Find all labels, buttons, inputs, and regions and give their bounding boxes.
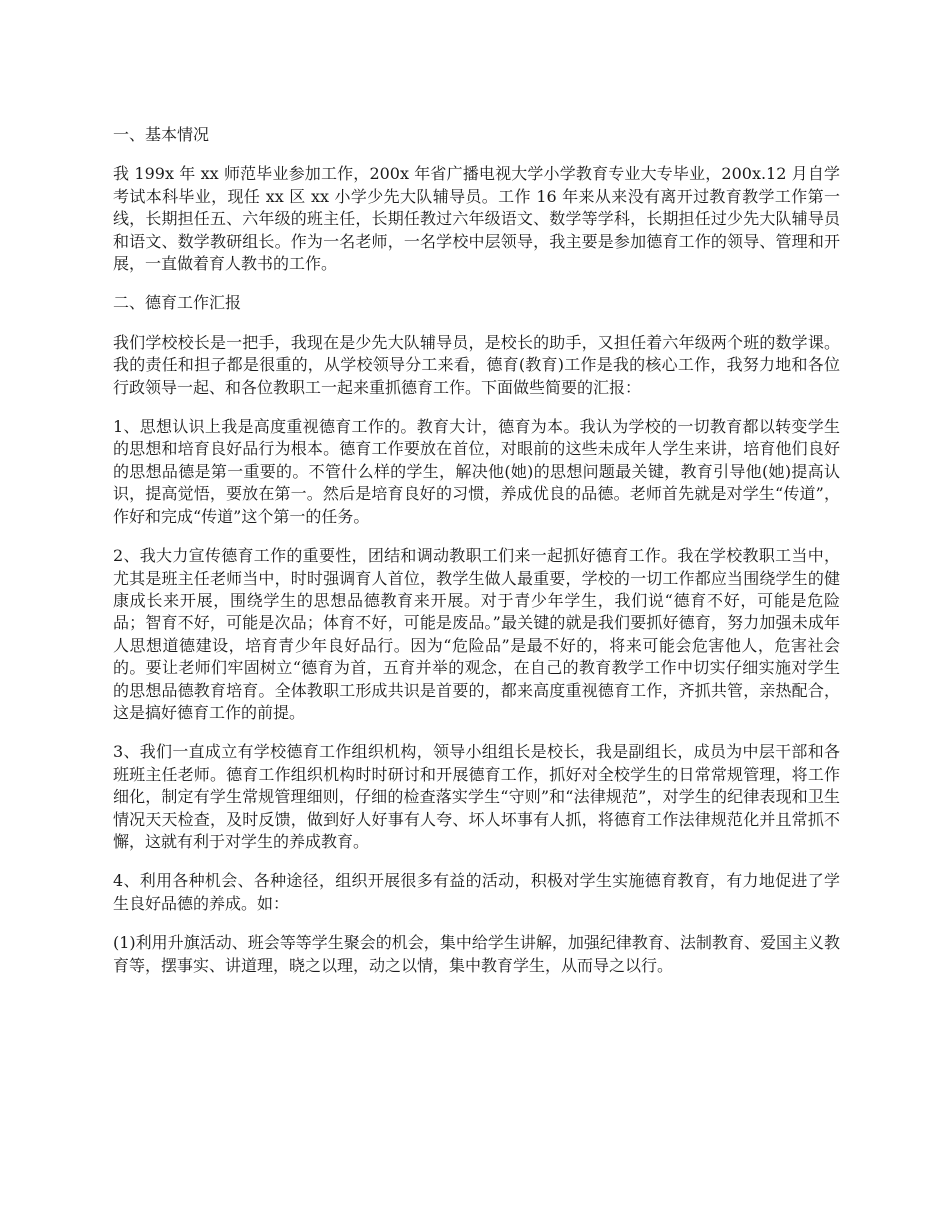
paragraph: 1、思想认识上我是高度重视德育工作的。教育大计，德育为本。我认为学校的一切教育都以转变学生的思想和培育良好品行为根本。德育工作要放在首位，对眼前的这些未成年人学生来讲，培育他们良好的思想品德是第一重要的。不管什么样的学生，解决他(她)的思想问题最关键，教育引导他(她)提高认识，提高觉悟，要放在第一。然后是培育良好的习惯，养成优良的品德。老师首先就是对学生“传道”，作好和完成“传道”这个第一的任务。 (113, 417, 840, 526)
section-basic-info (113, 124, 840, 275)
paragraph: 4、利用各种机会、各种途径，组织开展很多有益的活动，积极对学生实施德育教育，有力地促进了学生良好品德的养成。如： (113, 871, 840, 913)
section-heading: 一、基本情况 (113, 125, 210, 144)
section-heading: 二、德育工作汇报 (113, 293, 242, 313)
paragraph: 我 199x 年 xx 师范毕业参加工作，200x 年省广播电视大学小学教育专业大专毕业，200x.12 月自学考试本科毕业，现任 xx 区 xx 小学少先大队辅导员。工作 16 年来从来没有离开过教育教学工作第一线，长期担任五、六年级的班主任，长期任教过六年级语文、数学等学科，长期担任过少先大队辅导员和语文、数学教研组长。作为一名老师，一名学校中层领导，我主要是参加德育工作的领导、管理和开展，一直做着育人教书的工作。 (113, 164, 840, 274)
paragraph: 我们学校校长是一把手，我现在是少先大队辅导员，是校长的助手，又担任着六年级两个班的数学课。我的责任和担子都是很重的，从学校领导分工来看，德育(教育)工作是我的核心工作，我努力地和各位行政领导一起、和各位教职工一起来重抓德育工作。下面做些简要的汇报： (113, 332, 840, 397)
document-page (113, 124, 840, 994)
paragraph: 2、我大力宣传德育工作的重要性，团结和调动教职工们来一起抓好德育工作。我在学校教职工当中，尤其是班主任老师当中，时时强调育人首位，教学生做人最重要，学校的一切工作都应当围绕学生的健康成长来开展，围绕学生的思想品德教育来开展。对于青少年学生，我们说“德育不好，可能是危险品；智育不好，可能是次品；体育不好，可能是废品。”最关键的就是我们要抓好德育，努力加强未成年人思想道德建设，培育青少年良好品行。因为“危险品”是最不好的，将来可能会危害他人，危害社会的。要让老师们牢固树立“德育为首，五育并举的观念，在自己的教育教学工作中切实仔细实施对学生的思想品德教育培育。全体教职工形成共识是首要的，都来高度重视德育工作，齐抓共管，亲热配合，这是搞好德育工作的前提。 (113, 546, 840, 722)
paragraph: (1)利用升旗活动、班会等等学生聚会的机会，集中给学生讲解，加强纪律教育、法制教育、爱国主义教育等，摆事实、讲道理，晓之以理，动之以情，集中教育学生，从而导之以行。 (113, 933, 840, 975)
section-moral-education-report (113, 292, 840, 977)
paragraph: 3、我们一直成立有学校德育工作组织机构，领导小组组长是校长，我是副组长，成员为中层干部和各班班主任老师。德育工作组织机构时时研讨和开展德育工作，抓好对全校学生的日常常规管理，将工作细化，制定有学生常规管理细则，仔细的检查落实学生“守则”和“法律规范”，对学生的纪律表现和卫生情况天天检查，及时反馈，做到好人好事有人夸、坏人坏事有人抓，将德育工作法律规范化并且常抓不懈，这就有利于对学生的养成教育。 (113, 742, 840, 851)
